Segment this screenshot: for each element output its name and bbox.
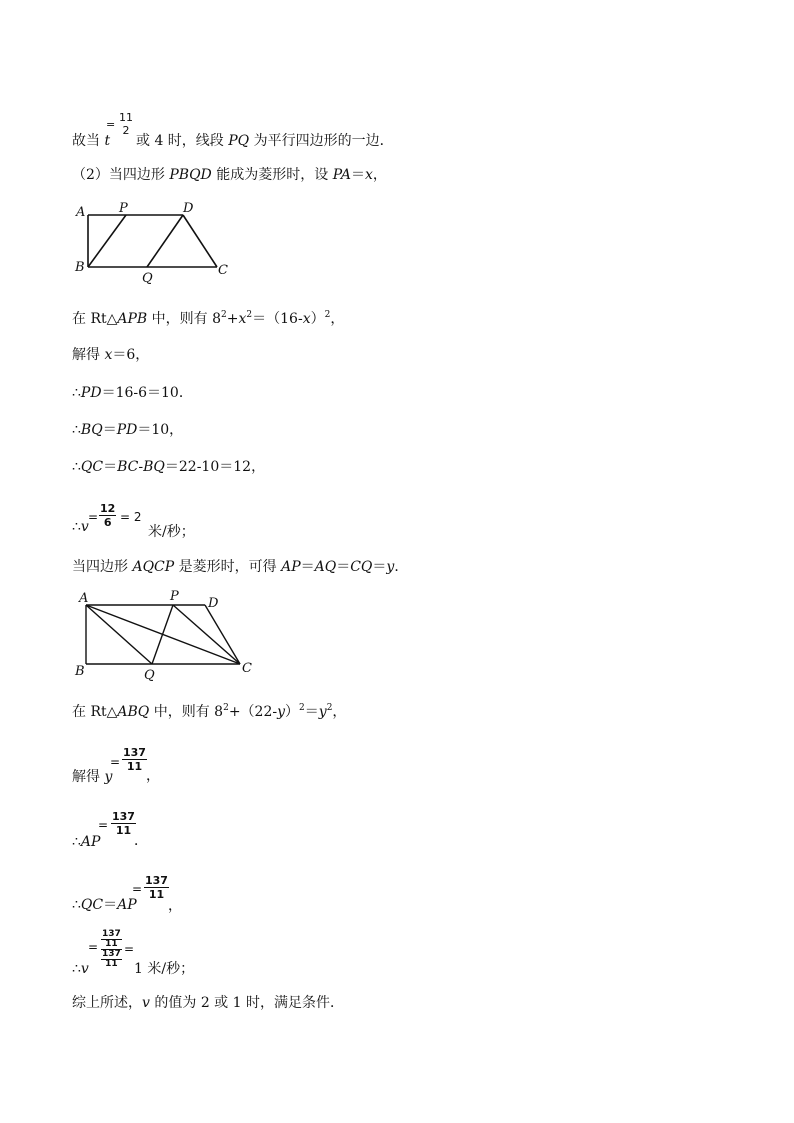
label-B: B	[75, 260, 85, 275]
edge-pq-2	[152, 605, 173, 664]
eq-sign-ap: =	[98, 818, 109, 832]
part-2-intro: （2）当四边形 PBQD 能成为菱形时，设 PA＝x，	[72, 167, 387, 183]
comma-y: ，	[146, 768, 160, 784]
ap-value: ∴AP	[72, 834, 101, 850]
label-Q-2: Q	[144, 668, 155, 683]
var-t: t	[104, 133, 111, 149]
compound-fraction: 137 11 137 11	[102, 929, 121, 969]
edge-pc-2	[173, 605, 240, 664]
speed-v-1: ∴v	[72, 961, 89, 977]
label-P-2: P	[170, 589, 179, 604]
bq-value: ∴BQ＝PD＝10，	[72, 422, 184, 438]
eq-sign: =	[88, 510, 99, 524]
qc-equals-ap: ∴QC＝AP	[72, 897, 137, 913]
label-C-2: C	[242, 661, 252, 676]
result-2: = 2	[120, 510, 142, 524]
fraction-137-over-11-a: $\frac{137}{11}$	[123, 746, 146, 773]
edge-dc-2	[205, 605, 240, 664]
speed-v-2: ∴v	[72, 519, 89, 535]
label-D-2: D	[208, 596, 219, 611]
fraction-137-over-11-c: $\frac{137}{11}$	[145, 874, 168, 901]
period-ap: ．	[134, 833, 148, 849]
conclusion: 综上所述，v 的值为 2 或 1 时，满足条件．	[72, 995, 344, 1011]
fraction-12-over-6: $\frac{12}{6}$	[100, 502, 116, 529]
label-A: A	[76, 205, 86, 220]
eq-sign-v1: =	[88, 940, 99, 954]
pythagoras-apb: 在 Rt△APB 中，则有 $8^2+x^2=(16-x)^2$，	[72, 310, 345, 327]
statement-line-1-suffix: 或 4 时，线段 PQ 为平行四边形的一边．	[136, 133, 394, 149]
edge-aq-2	[86, 605, 152, 664]
solve-y: 解得 y	[72, 769, 113, 785]
pythagoras-abq: 在 Rt△ABQ 中，则有 $8^2+(22-y)^2=y^2$，	[72, 703, 347, 720]
part-rhombus-aqcp: 当四边形 AQCP 是菱形时，可得 AP＝AQ＝CQ＝y．	[72, 559, 409, 575]
label-C: C	[218, 263, 228, 278]
result-1: 1 米/秒；	[134, 961, 195, 977]
fraction-137-over-11-b: $\frac{137}{11}$	[112, 810, 135, 837]
label-P: P	[119, 201, 128, 216]
pd-value: ∴PD＝16-6＝10．	[72, 385, 193, 401]
label-B-2: B	[75, 664, 85, 679]
comma-qc: ，	[168, 898, 182, 914]
eq-sign-qc: =	[132, 882, 143, 896]
solve-x: 解得 x＝6，	[72, 347, 150, 363]
label-D: D	[183, 201, 194, 216]
eq-sign-y: =	[110, 755, 121, 769]
fraction-11-over-2: = 11 2	[106, 111, 133, 137]
statement-line-1: 故当 t	[72, 133, 111, 149]
label-Q: Q	[142, 271, 153, 286]
eq-sign-v1-b: =	[124, 942, 135, 956]
label-A-2: A	[79, 591, 89, 606]
qc-value: ∴QC＝BC-BQ＝22-10＝12，	[72, 459, 266, 475]
unit-m-per-s: 米/秒；	[148, 524, 195, 540]
